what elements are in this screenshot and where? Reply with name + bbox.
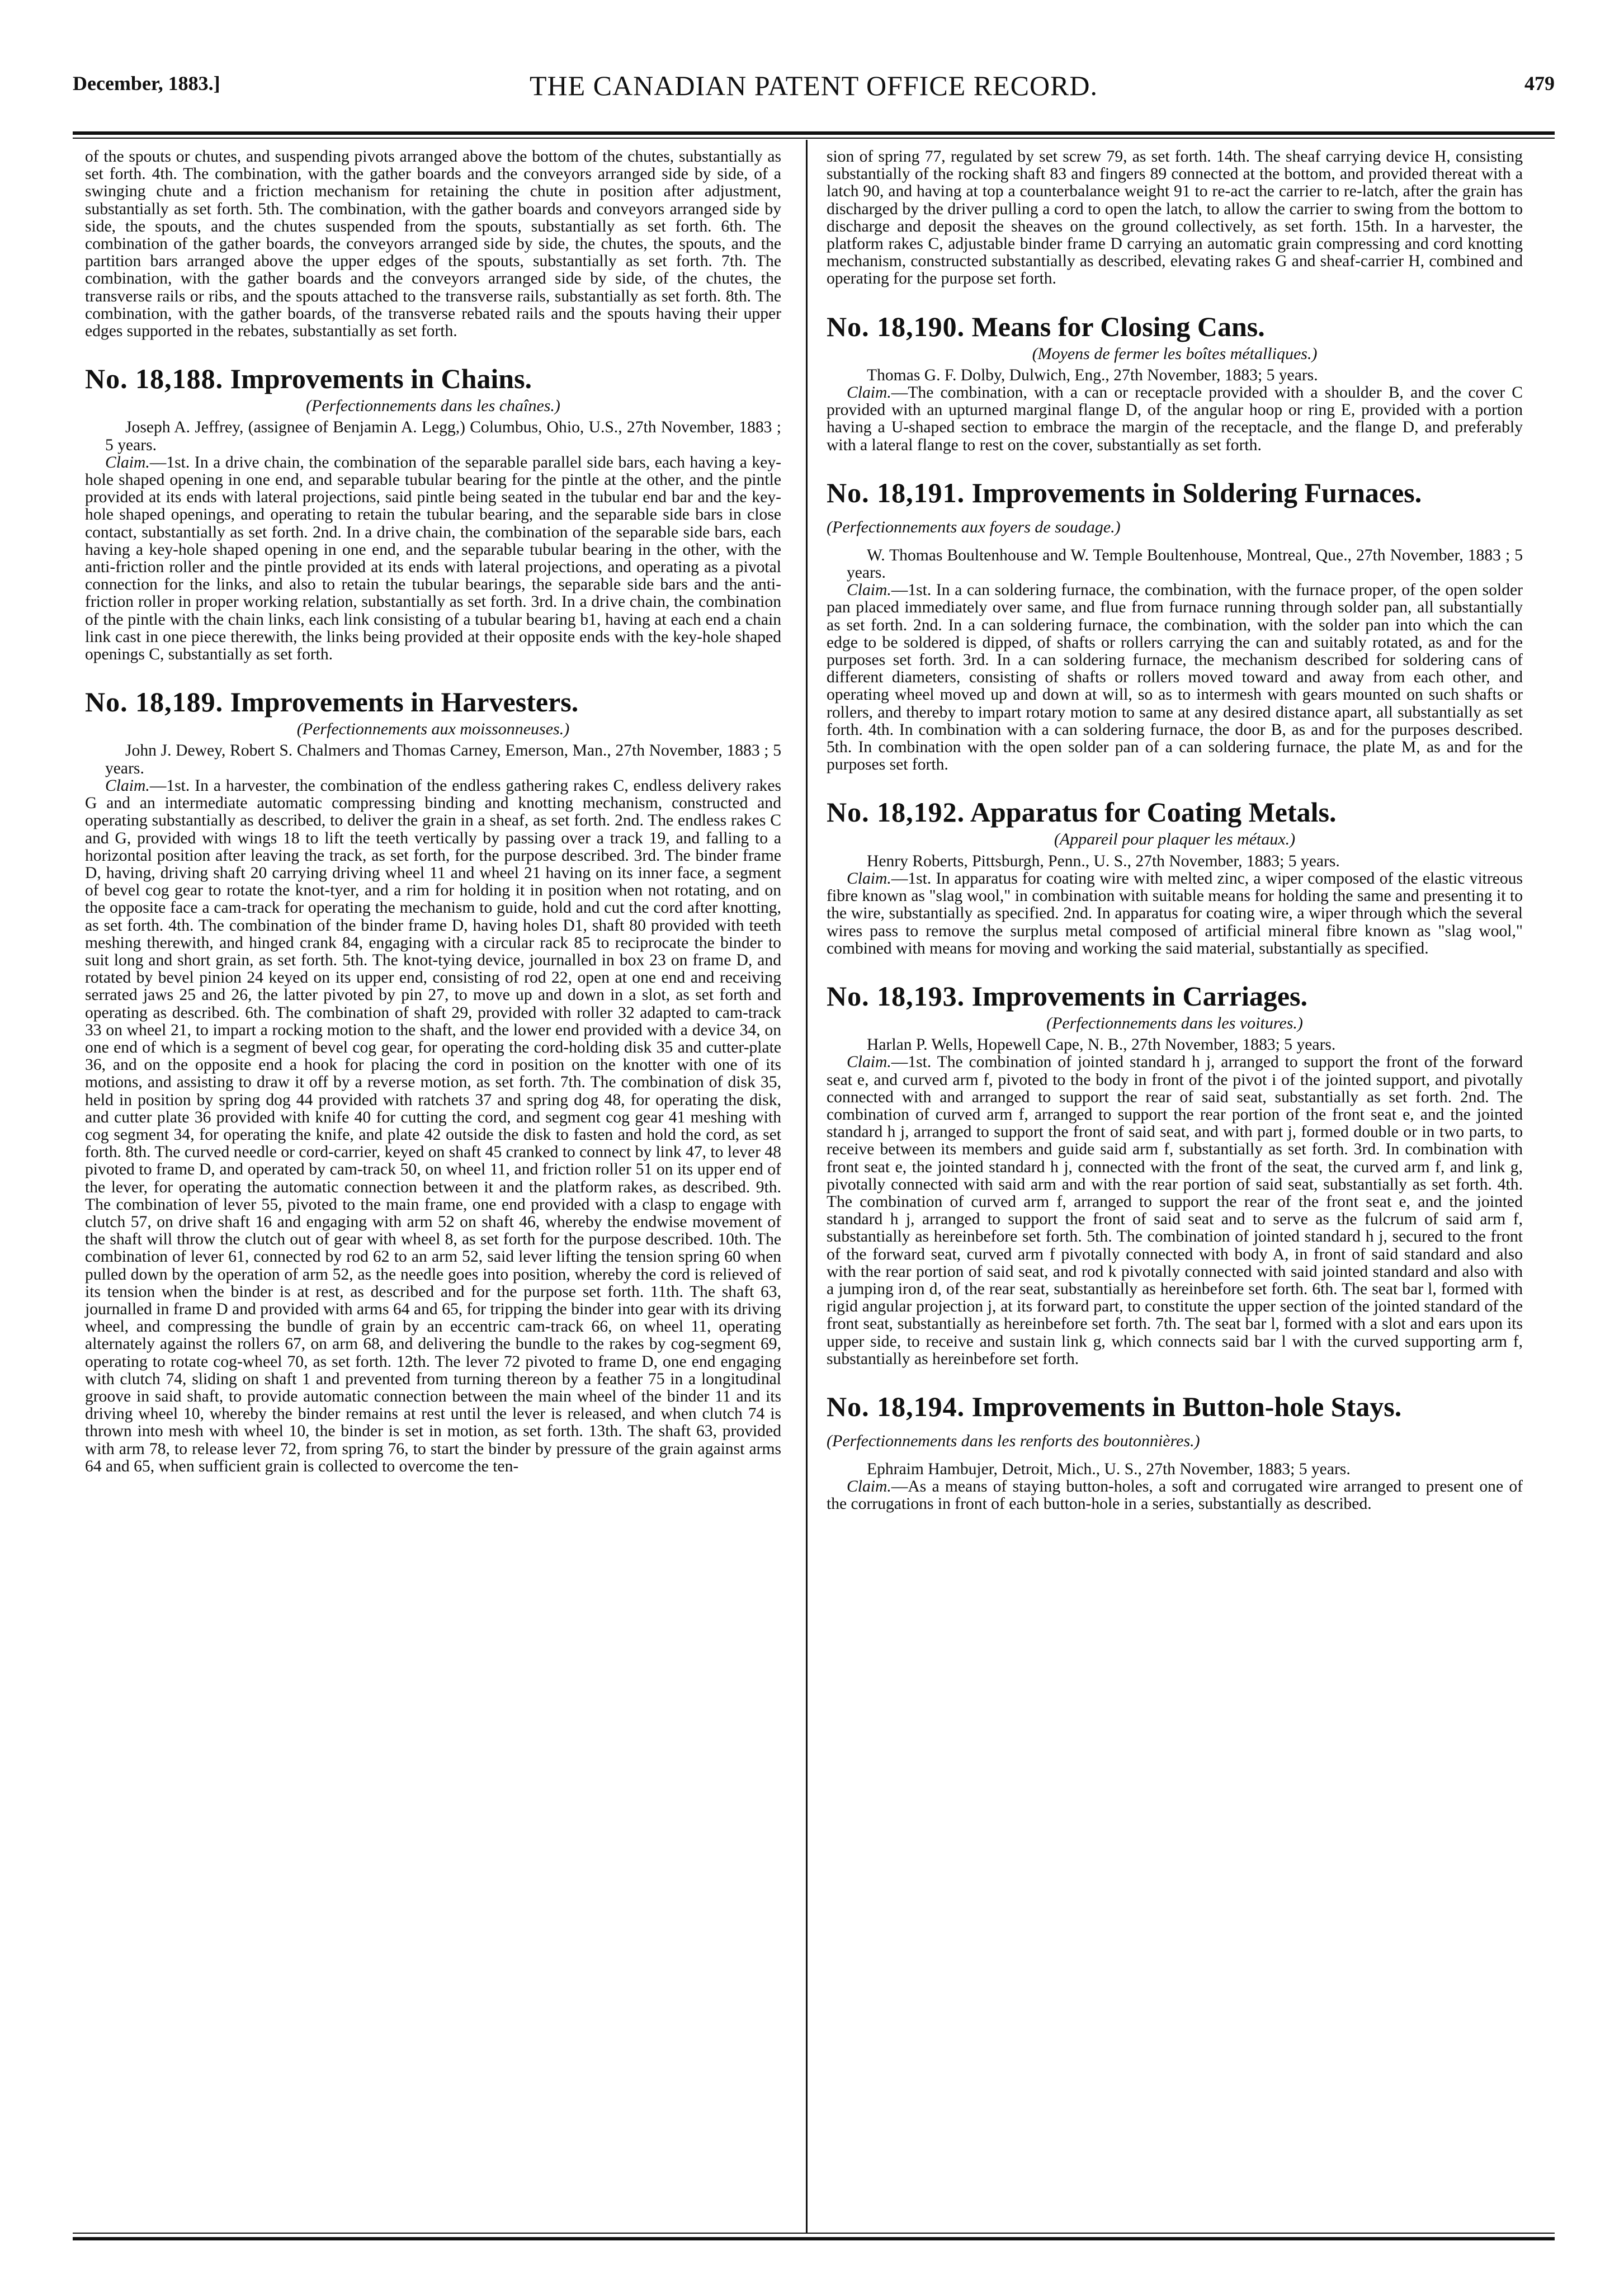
page-header [73,72,1555,111]
page-number: 479 [1524,72,1555,95]
claim-text: —1st. The combination of jointed standard h j, arranged to support the front of the forward seat e, and curved arm f, pivoted to the body in front of the pivot i of the jointed support, and pivotally connected with and arranged to support the rear of said seat, substantially as set forth. 2nd. The combination of curved arm f, arranged to support the rear portion of the front seat e, and the jointed standard h j, arranged to support the front of said seat, and with part j, formed double or in two parts, to receive between its members and guide said arm f, substantially as set forth. 3rd. In combination with front seat e, the jointed standard h j, connected with the front of the seat, the curved arm f, and link g, pivotally connected with said arm and with the rear portion of said seat, substantially as set forth. 4th. The combination of curved arm f, arranged to support the rear of the front seat e, and the jointed standard h j, arranged to support the front of said seat and to serve as the fulcrum of said arm f, substantially as hereinbefore set forth. 5th. The combination of jointed standard h j, secured to the front of the forward seat, curved arm f pivotally connected with body A, in front of said standard and also with the rear portion of said seat, and rod k pivotally connected with said jointed standard and also with a jumping iron d, of the rear seat, substantially as hereinbefore set forth. 6th. The seat bar l, formed with rigid angular projection j, at its forward part, to constitute the upper section of the jointed standard of the front seat, substantially as hereinbefore set forth. 7th. The seat bar l, formed with a slot and ears upon its upper side, to receive and sustain link g, which connects said bar l with the curved supporting arm f, substantially as hereinbefore set forth. [827,1053,1523,1368]
patent-claims [827,870,1523,957]
right-column [827,148,1523,1513]
patent-title: Improvements in Chains. [230,363,532,395]
claim-text: —As a means of staying button-holes, a soft and corrugated wire arranged to present one of the corrugations in front of each button-hole in a series, substantially as described. [827,1478,1523,1513]
patent-number: No. 18,192. [827,796,965,828]
patent-number: No. 18,191. [827,476,965,508]
claim-label: Claim. [847,581,891,600]
patent-french-title: (Perfectionnements dans les voitures.) [1046,1013,1303,1032]
patent-entry-18193 [827,981,1523,1368]
column-divider [806,140,808,2233]
claim-text: —1st. In apparatus for coating wire with melted zinc, a wiper composed of the elastic vitreous fibre known as "slag wool," in combination with suitable means for holding the same and presenting it to the wire, substantially as specified. 2nd. In apparatus for coating wire, a wiper through which the several wires pass to remove the surplus metal composed of artificial mineral fibre known as "slag wool," combined with means for moving and working the said material, substantially as specified. [827,869,1523,957]
patent-french-title: (Perfectionnements aux foyers de soudage.) [827,517,1121,536]
patent-number: No. 18,189. [85,686,224,718]
patent-heading [85,687,781,717]
claim-text: —1st. In a can soldering furnace, the combination, with the furnace proper, of the open solder pan placed immediately over same, and flue from furnace running through solder pan, all substantially as set forth. 2nd. In a can soldering furnace, the combination, with the solder pan into which the can edge to be soldered is dipped, of shafts or rollers carrying the can and suitably rotated, as and for the purposes set forth. 3rd. In a can soldering furnace, the mechanism described for soldering cans of different diameters, consisting of shafts or rollers moved toward and away from each other, and operating wheel moved up and down at will, so as to intermesh with gears mounted on such shafts or rollers, and thereby to impart rotary motion to same at any desired distance apart, all substantially as set forth. 4th. In combination with a can soldering furnace, the door B, as and for the purposes described. 5th. In combination with the open solder pan of a can soldering furnace, the plate M, as and for the purposes set forth. [827,581,1523,774]
continued-claims-text: of the spouts or chutes, and suspending pivots arranged above the bottom of the chutes, substantially as set forth. 4th. The combination, with the gather boards and the conveyors arranged side by side, of a swinging chute and a friction mechanism for retaining the chute in position after adjustment, substantially as set forth. 5th. The combination, with the gather boards and conveyors arranged side by side, the spouts, and the chutes suspended from the spouts, substantially as set forth. 6th. The combination of the gather boards, the conveyors arranged side by side, the chutes, the spouts, and the partition bars arranged above the upper edges of the spouts, substantially as set forth. 7th. The combination, with the gather boards and the conveyors arranged side by side, of the chutes, the transverse rails or ribs, and the spouts attached to the transverse rails, substantially as set forth. 8th. The combination, with the gather boards, of the transverse rebated rails and the spouts having their upper edges supported in the rebates, substantially as set forth. [85,148,781,341]
publication-title: THE CANADIAN PATENT OFFICE RECORD. [529,70,1098,101]
patent-number: No. 18,194. [827,1390,965,1422]
patent-inventor: Thomas G. F. Dolby, Dulwich, Eng., 27th November, 1883; 5 years. [867,366,1318,384]
issue-date: December, 1883.] [73,72,220,95]
patent-entry-18188 [85,364,781,663]
patent-inventor: Joseph A. Jeffrey, (assignee of Benjamin A. Legg,) Columbus, Ohio, U.S., 27th November, 1883 ; 5 years. [105,418,781,454]
patent-entry-18189 [85,687,781,1475]
patent-title: Improvements in Carriages. [971,980,1307,1012]
patent-entry-18194 [827,1391,1523,1513]
patent-inventor: Henry Roberts, Pittsburgh, Penn., U. S., 27th November, 1883; 5 years. [867,852,1340,870]
claim-label: Claim. [847,1478,891,1496]
patent-claims [85,777,781,1475]
patent-heading [827,1391,1523,1456]
patent-inventor: John J. Dewey, Robert S. Chalmers and Thomas Carney, Emerson, Man., 27th November, 1883 ; 5 years. [105,742,781,777]
patent-inventor: W. Thomas Boultenhouse and W. Temple Boultenhouse, Montreal, Que., 27th November, 1883 ; 5 years. [847,546,1523,582]
patent-claims [827,1054,1523,1368]
header-rule-thin [73,138,1555,139]
patent-claims [827,582,1523,773]
patent-french-title: (Perfectionnements aux moissonneuses.) [296,720,570,739]
claim-label: Claim. [847,1053,891,1072]
patent-french-title: (Appareil pour plaquer les métaux.) [1054,830,1296,849]
patent-heading [85,364,781,394]
patent-heading [827,478,1523,542]
patent-entry-18191 [827,478,1523,774]
claim-text: —The combination, with a can or receptacle provided with a shoulder B, and the cover C provided with an upturned marginal flange D, of the angular hoop or ring E, provided with a portion having a U-shaped section to embrace the margin of the receptacle, and the flange D, and preferably with a lateral flange to rest on the cover, substantially as set forth. [827,384,1523,454]
patent-number: No. 18,190. [827,310,965,342]
patent-title: Improvements in Soldering Furnaces. [971,476,1422,508]
patent-heading [827,981,1523,1011]
continued-claims-text: sion of spring 77, regulated by set screw 79, as set forth. 14th. The sheaf carrying device H, consisting substantially of the rocking shaft 83 and fingers 89 connected at the bottom, and provided thereat with a latch 90, and having at top a counterbalance weight 91 to re-act the carrier to re-latch, after the grain has discharged by the driver pulling a cord to open the latch, to allow the carrier to swing from the bottom to discharge and deposit the sheaves on the ground collectively, as set forth. 15th. In a harvester, the platform rakes C, adjustable binder frame D carrying an automatic grain compressing and cord knotting mechanism, constructed substantially as described, elevating rakes G and sheaf-carrier H, combined and operating for the purpose set forth. [827,148,1523,288]
footer-rule-thin [73,2233,1555,2234]
patent-heading [827,797,1523,827]
patent-number: No. 18,193. [827,980,965,1012]
patent-number: No. 18,188. [85,363,224,395]
patent-title: Apparatus for Coating Metals. [970,796,1337,828]
patent-heading [827,312,1523,342]
footer-rule-thick [73,2237,1555,2240]
patent-inventor: Ephraim Hambujer, Detroit, Mich., U. S., 27th November, 1883; 5 years. [867,1460,1351,1478]
patent-claims [827,1478,1523,1513]
patent-entry-18190 [827,312,1523,454]
patent-claims [827,384,1523,454]
patent-french-title: (Moyens de fermer les boîtes métalliques.) [1032,344,1318,363]
claim-text: —1st. In a drive chain, the combination of the separable parallel side bars, each having a key-hole shaped opening in one end, and separable tubular bearing for the pintle at the other, and the pintle provided at its ends with lateral projections, said pintle being seated in the tubular end bar and the key-hole shaped openings, and operating to retain the tubular bearing, and the separable side bars in close contact, substantially as set forth. 2nd. In a drive chain, the combination of the separable side bars, each having a key-hole shaped opening in one end, and the separable tubular bearing in the other, with the anti-friction roller and the pintle provided at its ends with lateral projections, and operating as a pivotal connection for the links, and also to retain the tubular bearings, the separable side bars and the anti-friction roller in proper working relation, substantially as set forth. 3rd. In a drive chain, the combination of the pintle with the chain links, each link consisting of a tubular bearing b1, having at each end a chain link cast in one piece therewith, the links being provided at their opposite ends with the key-hole shaped openings C, substantially as set forth. [85,453,781,664]
header-rule-thick [73,131,1555,135]
patent-french-title: (Perfectionnements dans les chaînes.) [306,397,560,416]
patent-title: Improvements in Button-hole Stays. [971,1390,1402,1422]
claim-label: Claim. [105,776,150,795]
patent-claims [85,454,781,663]
claim-label: Claim. [105,453,150,471]
patent-title: Means for Closing Cans. [971,310,1265,342]
left-column [85,148,781,1475]
claim-text: —1st. In a harvester, the combination of the endless gathering rakes C, endless delivery rakes G and an intermediate automatic compressing binding and knotting mechanism, constructed and operating substantially as described, to deliver the grain in a sheaf, as set forth. 2nd. The endless rakes C and G, provided with wings 18 to lift the teeth vertically by passing over a track 19, and falling to a horizontal position after leaving the track, as set forth, for the purpose described. 3rd. The binder frame D, having, driving shaft 20 carrying driving wheel 11 and wheel 21 having on its inner face, a segment of bevel cog gear to rotate the knot-tyer, and a rim for holding it in position when not rotating, and on the opposite face a cam-track for operating the mechanism to guide, hold and cut the cord after knotting, as set forth. 4th. The combination of the binder frame D, having holes D1, shaft 80 provided with teeth meshing therewith, and hinged crank 84, engaging with a circular rack 85 to reciprocate the binder to suit long and short grain, as set forth. 5th. The knot-tying device, journalled in box 23 on frame D, and rotated by bevel pinion 24 keyed on its upper end, consisting of rod 22, open at one end and receiving serrated jaws 25 and 26, the latter pivoted by pin 27, to move up and down in a slot, as set forth and operating as described. 6th. The combination of shaft 29, provided with roller 32 adapted to cam-track 33 on wheel 21, to impart a rocking motion to the shaft, and the lower end provided with a device 34, on one end of which is a segment of bevel cog gear, for operating the cord-holding disk 35 and cutter-plate 36, and on the opposite end a hook for placing the cord in position on the knotter with one of its motions, and assisting to draw it off by a reverse motion, as set forth. 7th. The combination of disk 35, held in position by spring dog 44 provided with ratchets 37 and spring dog 48, for operating the disk, and cutter plate 36 provided with knife 40 for cutting the cord, and segment cog gear 41 meshing with cog segment 34, for operating the knife, and plate 42 outside the disk to fasten and hold the cord, as set forth. 8th. The curved needle or cord-carrier, keyed on shaft 45 cranked to connect by link 47, to lever 48 pivoted to frame D, and operated by cam-track 50, on wheel 11, and friction roller 51 on its upper end of the lever, for operating the automatic connection between it and the platform rakes, as described. 9th. The combination of lever 55, pivoted to the main frame, one end provided with a clasp to engage with clutch 57, on drive shaft 16 and engaging with arm 52 on shaft 46, whereby the endwise movement of the shaft will throw the clutch out of gear with wheel 8, as set forth for the purpose described. 10th. The combination of lever 61, connected by rod 62 to an arm 52, said lever lifting the tension spring 60 when pulled down by the operation of arm 52, as the needle goes into position, whereby the cord is relieved of its tension when the binder is at rest, as described and for the purpose set forth. 11th. The shaft 63, journalled in frame D and provided with arms 64 and 65, for tripping the binder into gear with its driving wheel, and compressing the bundle of grain by an eccentric cam-track 66, on wheel 11, operating alternately against the rollers 67, on arm 68, and delivering the bundle to the rakes by cog-segment 69, operating to rotate cog-wheel 70, as set forth. 12th. The lever 72 pivoted to frame D, one end engaging with clutch 74, sliding on shaft 1 and prevented from turning thereon by a feather 75 in a longitudinal groove in said shaft, to provide automatic connection between the main wheel of the binder 11 and its driving wheel 10, whereby the binder remains at rest until the lever is released, and when clutch 74 is thrown into mesh with wheel 10, the binder is set in motion, as set forth. 13th. The shaft 63, provided with arm 78, to release lever 72, from spring 76, to start the binder by pressure of the grain against arms 64 and 65, when sufficient grain is collected to overcome the ten- [85,776,781,1475]
patent-entry-18192 [827,797,1523,957]
patent-inventor: Harlan P. Wells, Hopewell Cape, N. B., 27th November, 1883; 5 years. [867,1036,1336,1054]
patent-french-title: (Perfectionnements dans les renforts des boutonnières.) [827,1431,1200,1450]
claim-label: Claim. [847,869,891,888]
patent-title: Improvements in Harvesters. [230,686,579,718]
claim-label: Claim. [847,384,891,402]
